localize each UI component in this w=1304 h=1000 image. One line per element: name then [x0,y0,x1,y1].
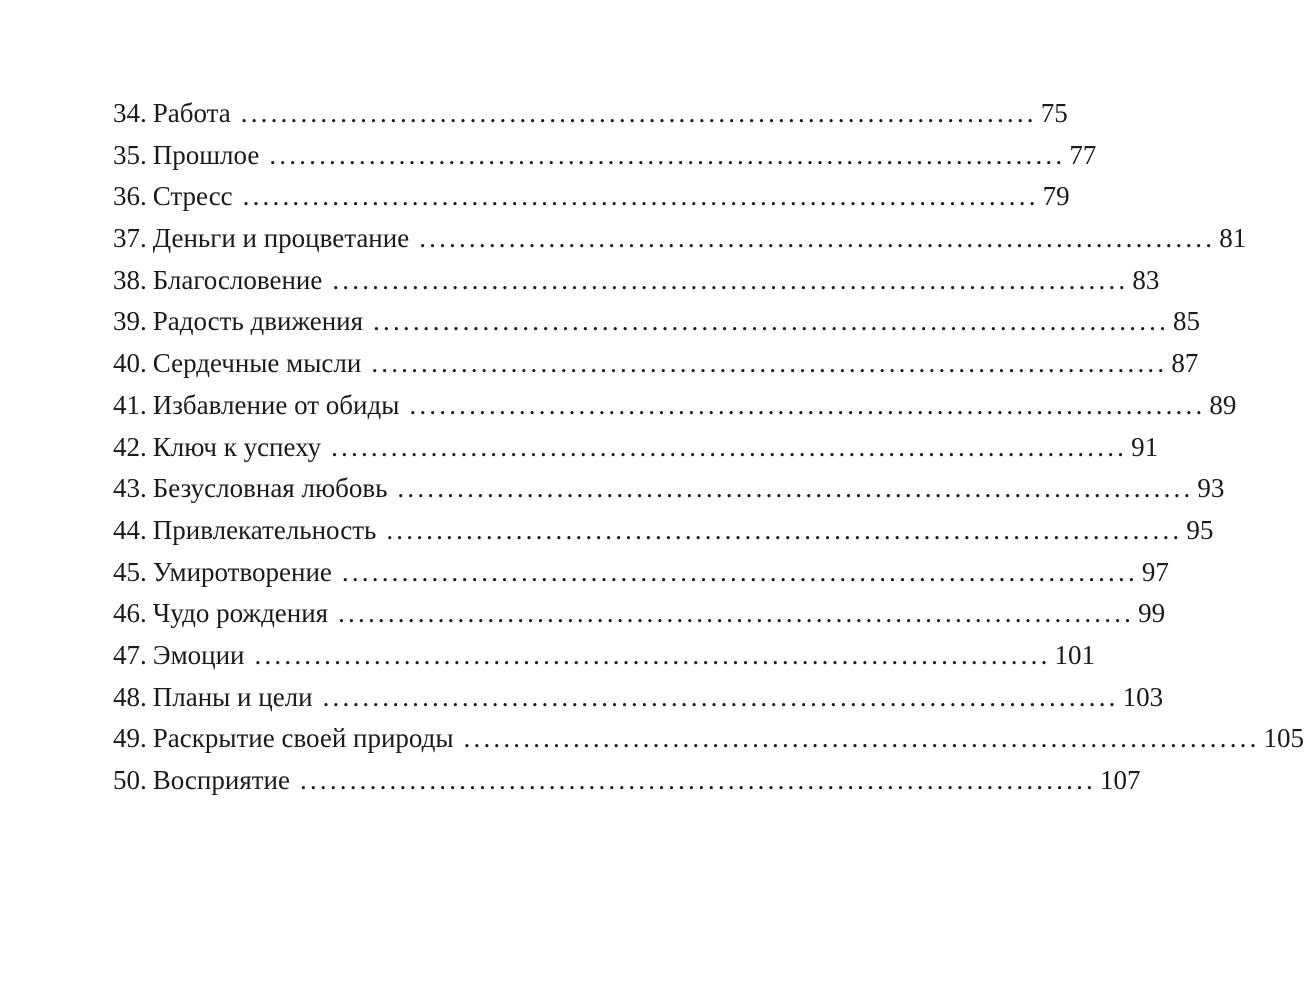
toc-entry-number: 42. [113,431,147,462]
toc-entry [113,718,1304,760]
toc-entry [113,635,1096,677]
toc-entry-page: 107 [1099,765,1141,795]
dot-leader: ................................................................................ [322,681,1119,712]
toc-entry-number: 43. [113,473,147,504]
toc-entry-page: 101 [1054,639,1096,670]
toc-entry-page: 83 [1132,264,1160,295]
toc-entry-title: Сердечные мысли [152,348,362,379]
toc-entry [113,677,1164,719]
toc-entry [113,552,1169,594]
toc-entry [113,260,1160,302]
toc-entry-page: 105 [1263,723,1304,754]
toc-entry-title: Привлекательность [152,514,377,545]
toc-entry-number: 49. [113,723,147,754]
toc-entry-title: Работа [152,98,231,128]
toc-entry-number: 39. [113,306,147,337]
toc-entry-number: 35. [113,139,147,170]
toc-entry [113,468,1225,510]
toc-entry [113,593,1166,635]
dot-leader: ................................................................................ [269,139,1066,170]
dot-leader: ................................................................................ [341,556,1138,587]
toc-entry-page: 99 [1138,598,1166,629]
toc-entry-title: Раскрытие своей природы [152,723,454,754]
dot-leader: ................................................................................ [373,306,1170,337]
toc-entry-title: Стресс [152,181,233,212]
toc-entry [113,218,1247,260]
toc-entry-page: 81 [1219,223,1247,254]
dot-leader: ................................................................................ [331,431,1128,462]
toc-entry-title: Ключ к успеху [152,431,322,462]
toc-entry-number: 34. [113,98,147,128]
toc-entry-number: 40. [113,348,147,379]
toc-entry-title: Эмоции [152,639,245,670]
toc-entry-page: 103 [1122,681,1164,712]
toc-entry-number: 46. [113,598,147,629]
toc-entry-page: 93 [1197,473,1225,504]
toc-entry-number: 45. [113,556,147,587]
toc-entry-page: 77 [1069,139,1097,170]
dot-leader: ................................................................................ [463,723,1260,754]
toc-entry-page: 91 [1131,431,1159,462]
toc-entry-page: 87 [1171,348,1199,379]
toc-entry-page: 89 [1209,389,1237,420]
toc-entry [113,135,1097,177]
toc-entry-number: 36. [113,181,147,212]
toc-entry-title: Прошлое [152,139,260,170]
dot-leader: ................................................................................ [386,514,1183,545]
dot-leader: ................................................................................ [254,639,1051,670]
toc-entry-number: 48. [113,681,147,712]
toc-entry-title: Благословение [152,264,323,295]
dot-leader: ................................................................................ [299,765,1096,795]
toc-entry [113,510,1214,552]
dot-leader: ................................................................................ [419,223,1216,254]
dot-leader: ................................................................................ [242,181,1039,212]
toc-entry-number: 44. [113,514,147,545]
toc-entry-number: 38. [113,264,147,295]
toc-entry [113,176,1070,218]
toc-entry-title: Радость движения [152,306,364,337]
toc-entry-title: Деньги и процветание [152,223,410,254]
toc-entry-number: 37. [113,223,147,254]
toc-entry-page: 97 [1141,556,1169,587]
dot-leader: ................................................................................ [338,598,1135,629]
toc-entry-title: Восприятие [152,765,290,795]
toc-entry-number: 47. [113,639,147,670]
toc-entry-page: 79 [1042,181,1070,212]
toc-entry-page: 85 [1173,306,1201,337]
toc-entry-title: Избавление от обиды [152,389,400,420]
toc-entry-title: Безусловная любовь [152,473,388,504]
toc-entry [113,93,1068,135]
dot-leader: ................................................................................ [332,264,1129,295]
toc-entry [113,301,1201,343]
toc-entry-number: 50. [113,765,147,795]
toc-entry-title: Чудо рождения [152,598,329,629]
toc-entry-title: Умиротворение [152,556,332,587]
toc-entry-title: Планы и цели [152,681,313,712]
dot-leader: ................................................................................ [397,473,1194,504]
toc-entry [113,427,1159,469]
toc-entry-page: 95 [1186,514,1214,545]
toc-entry [113,343,1199,385]
toc-entry-page: 75 [1040,98,1068,128]
table-of-contents [113,93,1304,802]
dot-leader: ................................................................................ [240,98,1037,128]
toc-entry [113,760,1141,802]
dot-leader: ................................................................................ [371,348,1168,379]
dot-leader: ................................................................................ [409,389,1206,420]
toc-entry-number: 41. [113,389,147,420]
toc-entry [113,385,1237,427]
